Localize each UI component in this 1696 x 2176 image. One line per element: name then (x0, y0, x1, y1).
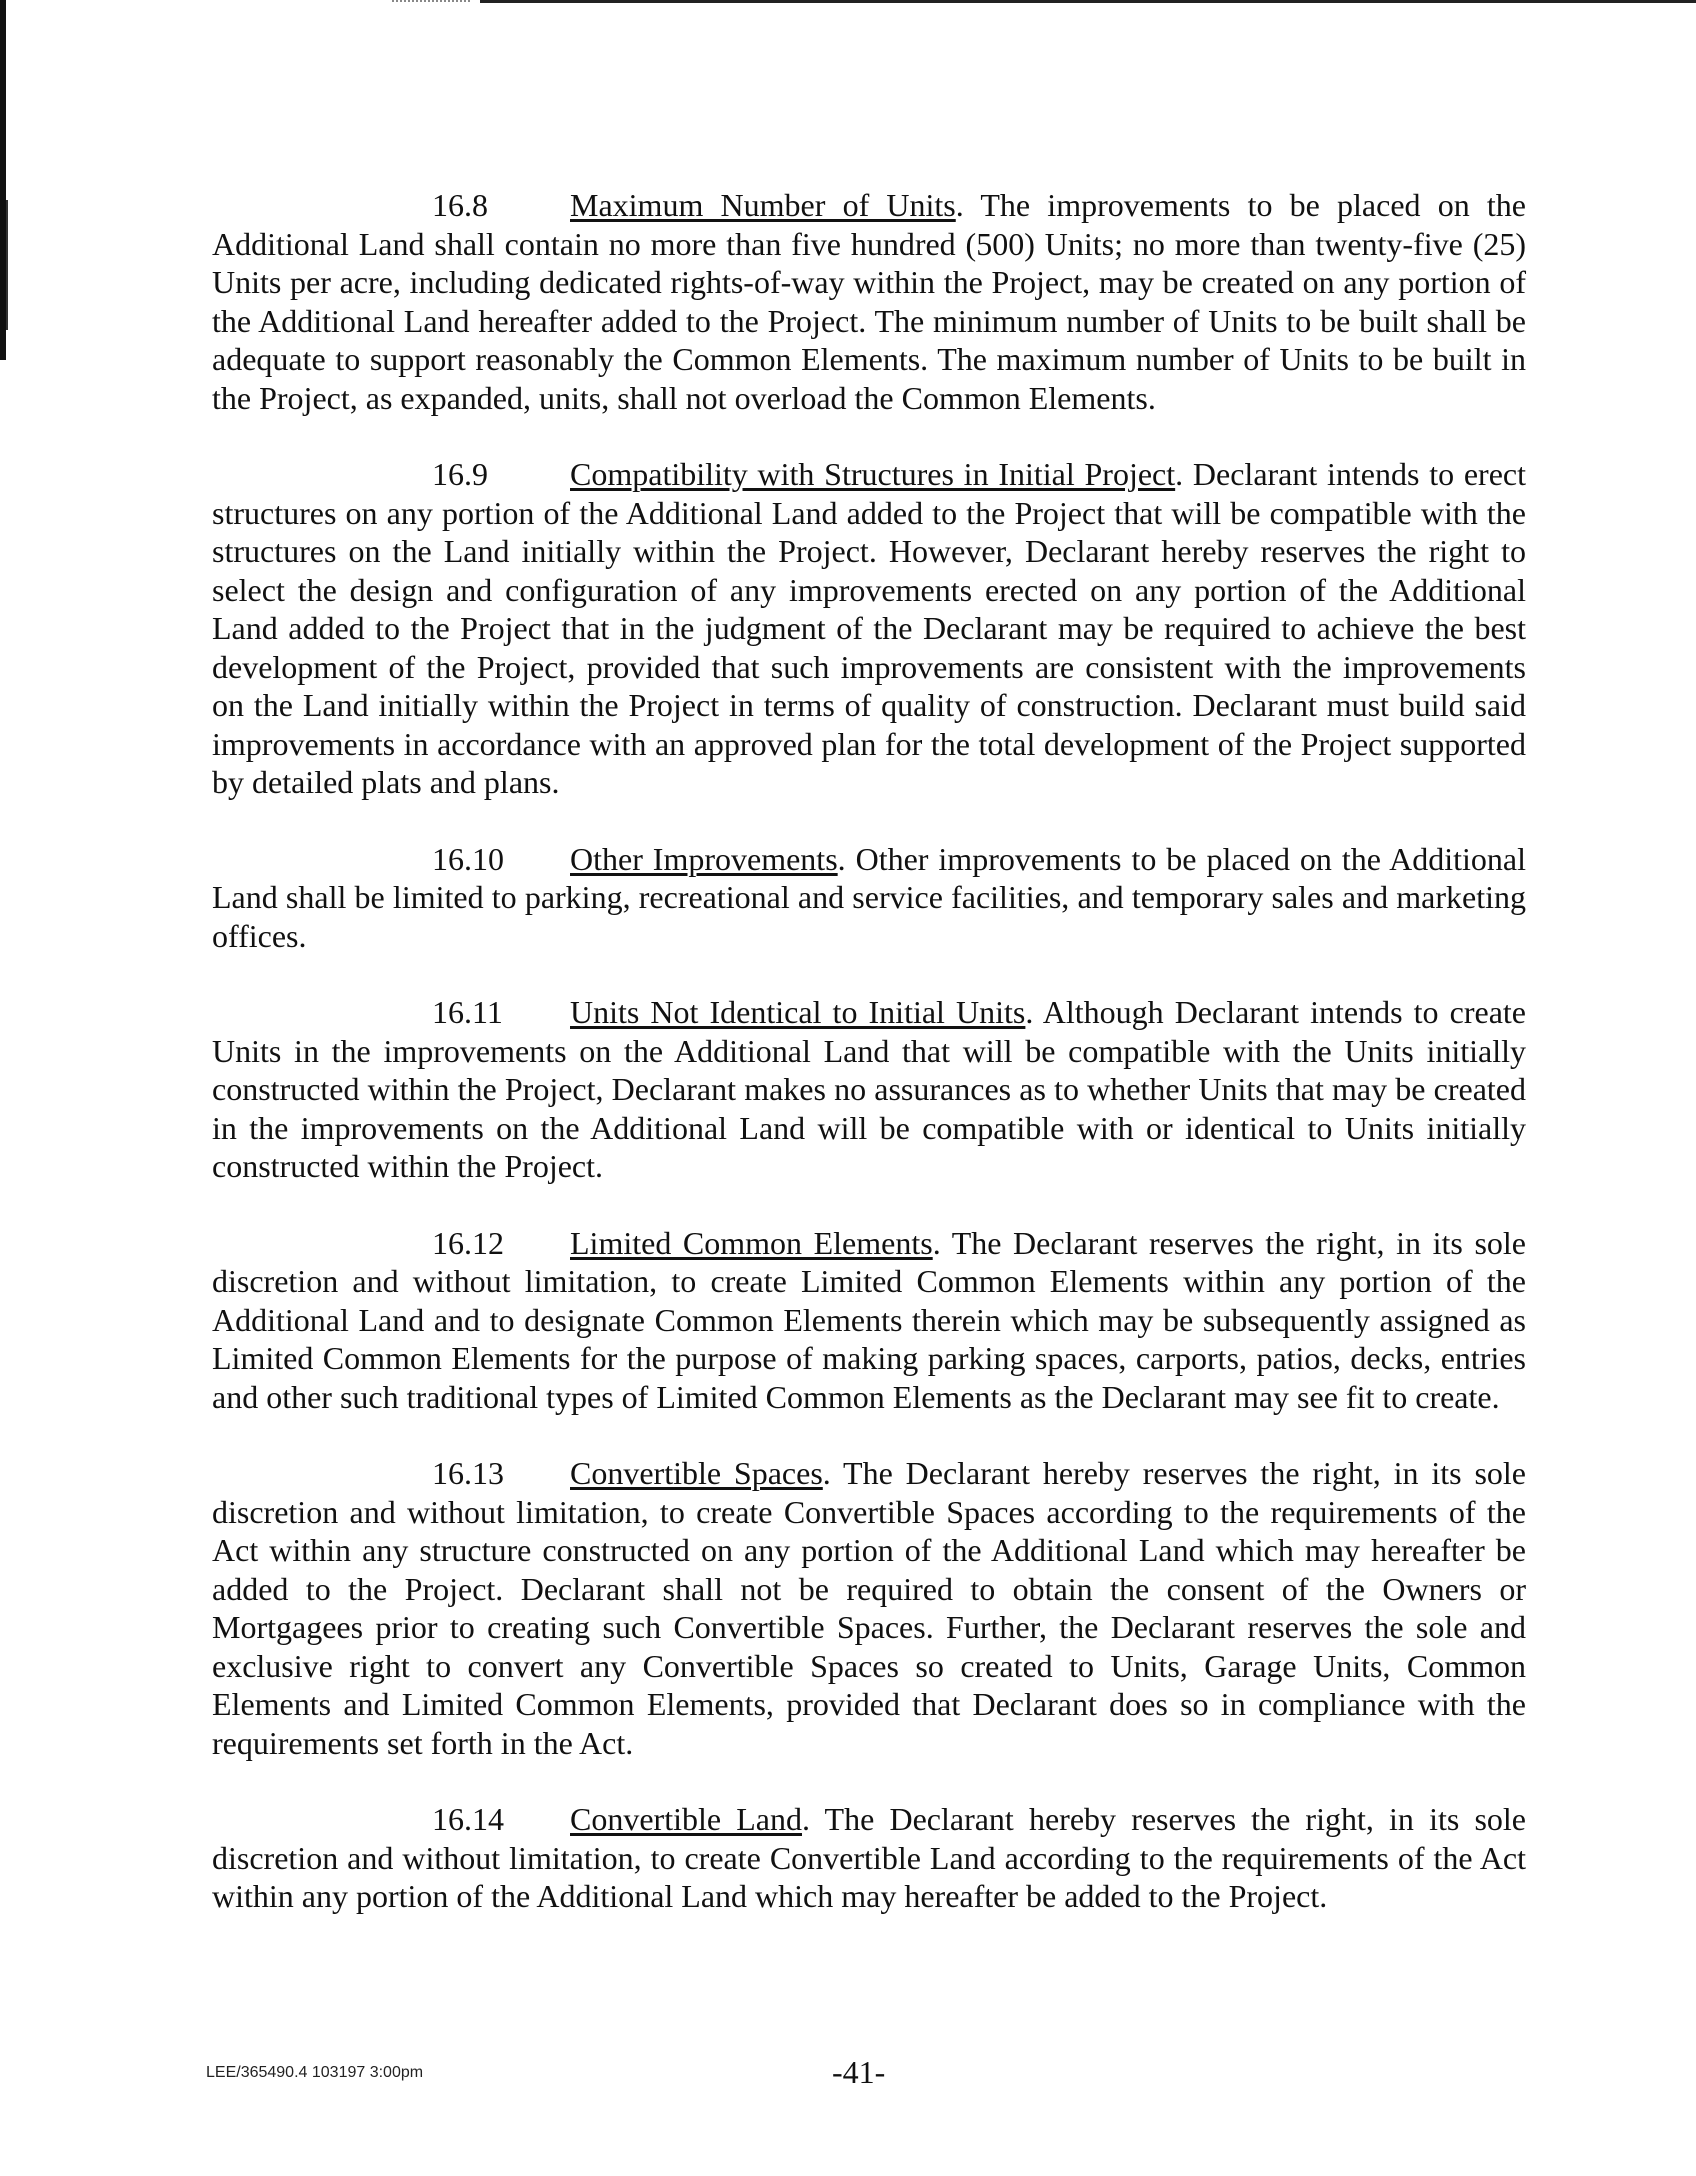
scan-top-dots (392, 0, 470, 4)
scan-edge-mark (6, 200, 12, 330)
paragraph-16-10 (212, 840, 1526, 956)
section-heading: Other Improvements (570, 840, 838, 877)
paragraph-16-13 (212, 1454, 1526, 1762)
section-heading: Units Not Identical to Initial Units (570, 994, 1026, 1030)
paragraph-16-9 (212, 455, 1526, 802)
section-number: 16.10 (432, 840, 504, 877)
section-text: . Other improvements to be placed on the Additional Land shall be limited to parking, recreational and service facilities, and temporary sales and marketing offices. (212, 840, 1527, 954)
paragraph-16-12 (212, 1224, 1526, 1417)
section-text: . The Declarant hereby reserves the right, in its sole discretion and without limitation, to create Convertible Spaces according to the requirements of the Act within any structure constructed on any portion of the Additional Land which may hereafter be added to the Project. Declarant shall not be required to obtain the consent of the Owners or Mortgagees prior to creating such Convertible Spaces. Further, the Declarant reserves the sole and exclusive right to convert any Convertible Spaces so created to Units, Garage Units, Common Elements and Limited Common Elements, provided that Declarant does so in compliance with the requirements set forth in the Act. (212, 1455, 1526, 1761)
document-body (212, 186, 1526, 1954)
section-number: 16.14 (432, 1801, 504, 1837)
footer-document-code: LEE/365490.4 103197 3:00pm (206, 2064, 424, 2081)
paragraph-16-8 (212, 186, 1526, 417)
scan-top-border (480, 0, 1696, 3)
section-number: 16.9 (432, 456, 488, 492)
section-number: 16.11 (432, 994, 503, 1030)
section-text: . Although Declarant intends to create Units in the improvements on the Additional Land that will be compatible with the Units initially constructed within the Project, Declarant makes no assurances as to whether Units that may be created in the improvements on the Additional Land will be compatible with or identical to Units initially constructed within the Project. (212, 994, 1527, 1184)
section-number: 16.12 (432, 1224, 504, 1261)
section-heading: Convertible Spaces (570, 1455, 823, 1491)
section-text: . The Declarant hereby reserves the right, in its sole discretion and without limitation, to create Convertible Land according to the requirements of the Act within any portion of the Additional Land which may hereafter be added to the Project. (212, 1801, 1527, 1914)
section-number: 16.8 (432, 187, 488, 223)
page-number: -41- (832, 2054, 886, 2090)
section-heading: Maximum Number of Units (570, 187, 956, 223)
paragraph-16-11 (212, 993, 1526, 1186)
section-heading: Compatibility with Structures in Initial Project (570, 456, 1176, 492)
section-text: . The improvements to be placed on the Additional Land shall contain no more than five hundred (500) Units; no more than twenty-five (25) Units per acre, including dedicated rights-of-way within the Project, may be created on any portion of the Additional Land hereafter added to the Project. The minimum number of Units to be built shall be adequate to support reasonably the Common Elements. The maximum number of Units to be built in the Project, as expanded, units, shall not overload the Common Elements. (212, 187, 1526, 416)
section-text: . Declarant intends to erect structures on any portion of the Additional Land added to the Project that will be compatible with the structures on the Land initially within the Project. However, Declarant hereby reserves the right to select the design and configuration of any improvements erected on any portion of the Additional Land added to the Project that in the judgment of the Declarant may be required to achieve the best development of the Project, provided that such improvements are consistent with the improvements on the Land initially within the Project in terms of quality of construction. Declarant must build said improvements in accordance with an approved plan for the total development of the Project supported by detailed plats and plans. (212, 456, 1527, 800)
section-heading: Convertible Land (570, 1801, 802, 1837)
section-heading: Limited Common Elements (570, 1224, 933, 1261)
section-text: . The Declarant reserves the right, in its sole discretion and without limitation, to create Limited Common Elements within any portion of the Additional Land and to designate Common Elements therein which may be subsequently assigned as Limited Common Elements for the purpose of making parking spaces, carports, patios, decks, entries and other such traditional types of Limited Common Elements as the Declarant may see fit to create. (212, 1224, 1527, 1415)
section-number: 16.13 (432, 1455, 504, 1491)
paragraph-16-14 (212, 1800, 1526, 1916)
